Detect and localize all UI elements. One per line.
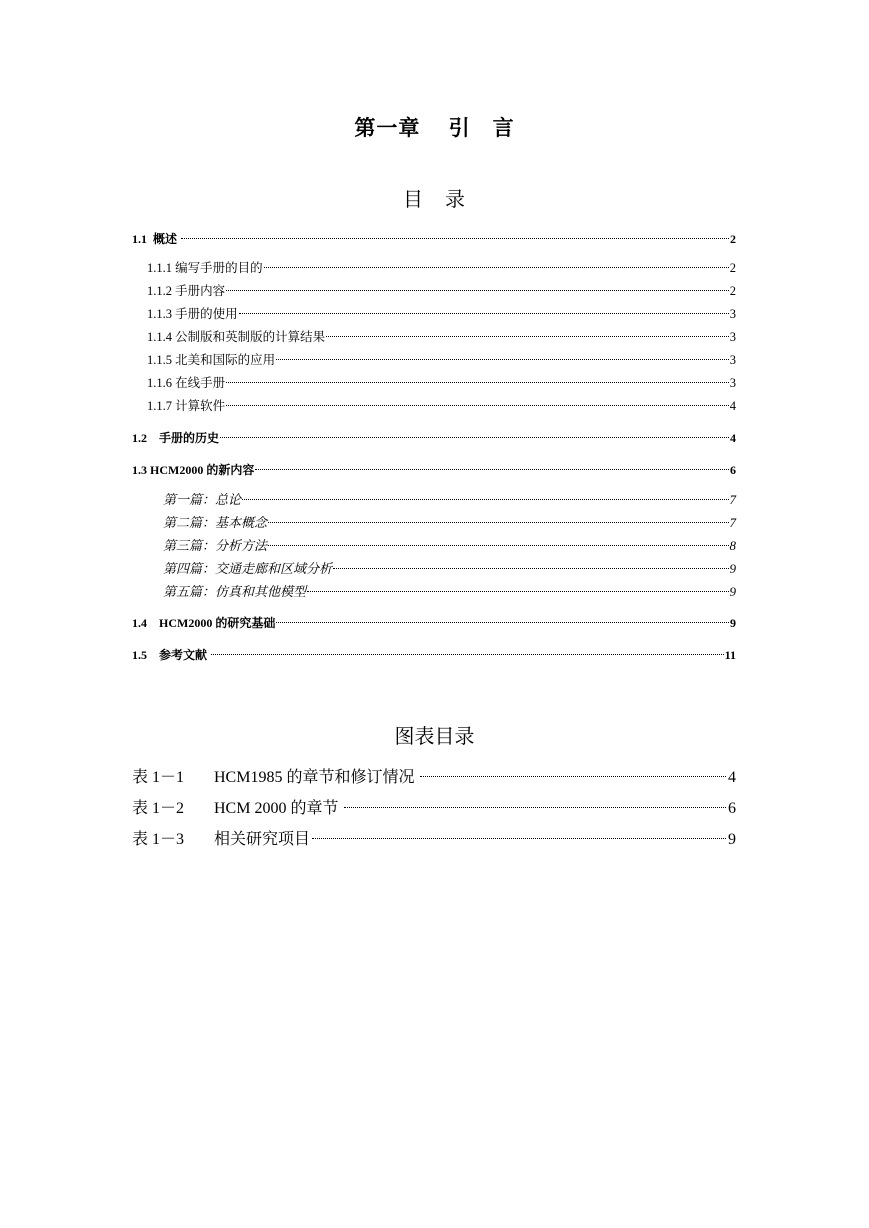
toc-entry-title: 1.1.3 手册的使用 <box>147 307 238 321</box>
table-page: 4 <box>728 769 736 786</box>
dot-leader <box>226 382 729 383</box>
dot-leader <box>344 807 726 808</box>
dot-leader <box>264 267 729 268</box>
table-page: 9 <box>728 831 736 848</box>
toc-entry-page: 7 <box>729 515 736 530</box>
toc-entry-title: 第三篇：分析方法 <box>163 538 268 553</box>
table-list-entry[interactable] <box>132 824 736 855</box>
toc-entry-page: 3 <box>729 376 736 390</box>
toc-entry[interactable] <box>132 612 736 635</box>
toc-entry-page: 4 <box>729 399 736 413</box>
dot-leader <box>276 622 729 623</box>
dot-leader <box>226 290 729 291</box>
toc-entry-title: 1.1.6 在线手册 <box>147 376 226 390</box>
toc-entry[interactable] <box>132 557 736 580</box>
dot-leader <box>268 545 728 546</box>
dot-leader <box>276 359 729 360</box>
toc-entry[interactable] <box>132 488 736 511</box>
dot-leader <box>312 838 726 839</box>
table-list-entry[interactable] <box>132 762 736 793</box>
table-number: 表 1－1 <box>132 769 185 786</box>
table-caption: HCM 2000 的章节 <box>214 800 343 817</box>
toc-entry-title: 1.4 HCM2000 的研究基础 <box>132 616 276 630</box>
toc-entry-page: 2 <box>729 261 736 275</box>
table-number: 表 1－3 <box>132 831 185 848</box>
dot-leader <box>239 313 729 314</box>
toc-entry[interactable] <box>132 349 736 372</box>
toc-entry[interactable] <box>132 580 736 603</box>
toc-entry-page: 4 <box>730 431 736 445</box>
dot-leader <box>333 568 728 569</box>
toc-entry[interactable] <box>132 303 736 326</box>
toc-entry[interactable] <box>132 427 736 450</box>
dot-leader <box>220 437 729 438</box>
toc-entry-page: 6 <box>730 463 736 477</box>
toc-entry-page: 9 <box>730 616 736 630</box>
toc-entry[interactable] <box>132 372 736 395</box>
table-number: 表 1－2 <box>132 800 185 817</box>
toc-title: 目 录 <box>403 189 466 211</box>
toc-entry-title: 第一篇：总论 <box>163 492 242 507</box>
toc-entry-page: 9 <box>729 584 736 599</box>
toc-entry-title: 1.1.5 北美和国际的应用 <box>147 353 276 367</box>
toc-entry-page: 3 <box>729 330 736 344</box>
table-list-entry[interactable] <box>132 793 736 824</box>
toc-entry[interactable] <box>132 280 736 303</box>
toc-entry[interactable] <box>132 257 736 280</box>
toc-entry-page: 3 <box>729 307 736 321</box>
list-of-tables <box>132 762 736 855</box>
toc-entry-title: 1.3 HCM2000 的新内容 <box>132 463 255 477</box>
toc-entry[interactable] <box>132 534 736 557</box>
toc-entry-page: 8 <box>729 538 736 553</box>
table-page: 6 <box>728 800 736 817</box>
toc-entry-title: 第二篇：基本概念 <box>163 515 268 530</box>
toc-entry-title: 1.1.2 手册内容 <box>147 284 226 298</box>
dot-leader <box>211 654 724 655</box>
chapter-title: 第一章 引 言 <box>354 116 515 140</box>
dot-leader <box>326 336 729 337</box>
toc-entry-title: 1.1.4 公制版和英制版的计算结果 <box>147 330 326 344</box>
toc-entry-title: 1.1.7 计算软件 <box>147 399 226 413</box>
dot-leader <box>268 522 728 523</box>
toc-entry[interactable] <box>132 326 736 349</box>
toc-entry-page: 2 <box>729 284 736 298</box>
toc-entry[interactable] <box>132 395 736 418</box>
figures-title: 图表目录 <box>394 726 475 748</box>
table-caption: HCM1985 的章节和修订情况 <box>214 769 419 786</box>
toc-entry-page: 7 <box>729 492 736 507</box>
toc-entry[interactable] <box>132 459 736 482</box>
table-caption: 相关研究项目 <box>214 831 311 848</box>
dot-leader <box>255 469 729 470</box>
dot-leader <box>226 405 729 406</box>
toc-entry[interactable] <box>132 644 736 667</box>
toc-entry-title: 第四篇：交通走廊和区域分析 <box>163 561 333 576</box>
dot-leader <box>242 499 728 500</box>
toc-entry-title: 第五篇：仿真和其他模型 <box>163 584 307 599</box>
dot-leader <box>420 776 726 777</box>
toc-entry[interactable] <box>132 511 736 534</box>
toc-entry-title: 1.5 参考文献 <box>132 648 211 662</box>
toc-entry-title: 1.1.1 编写手册的目的 <box>147 261 263 275</box>
dot-leader <box>307 591 728 592</box>
toc-entry-title: 1.2 手册的历史 <box>132 431 220 445</box>
toc-entry-page: 2 <box>730 232 736 246</box>
toc-entry-page: 9 <box>729 561 736 576</box>
toc-entry-page: 11 <box>724 648 736 662</box>
toc-entry[interactable] <box>132 228 736 251</box>
dot-leader <box>181 238 729 239</box>
table-of-contents <box>132 228 736 667</box>
toc-entry-title: 1.1 概述 <box>132 232 181 246</box>
toc-entry-page: 3 <box>729 353 736 367</box>
